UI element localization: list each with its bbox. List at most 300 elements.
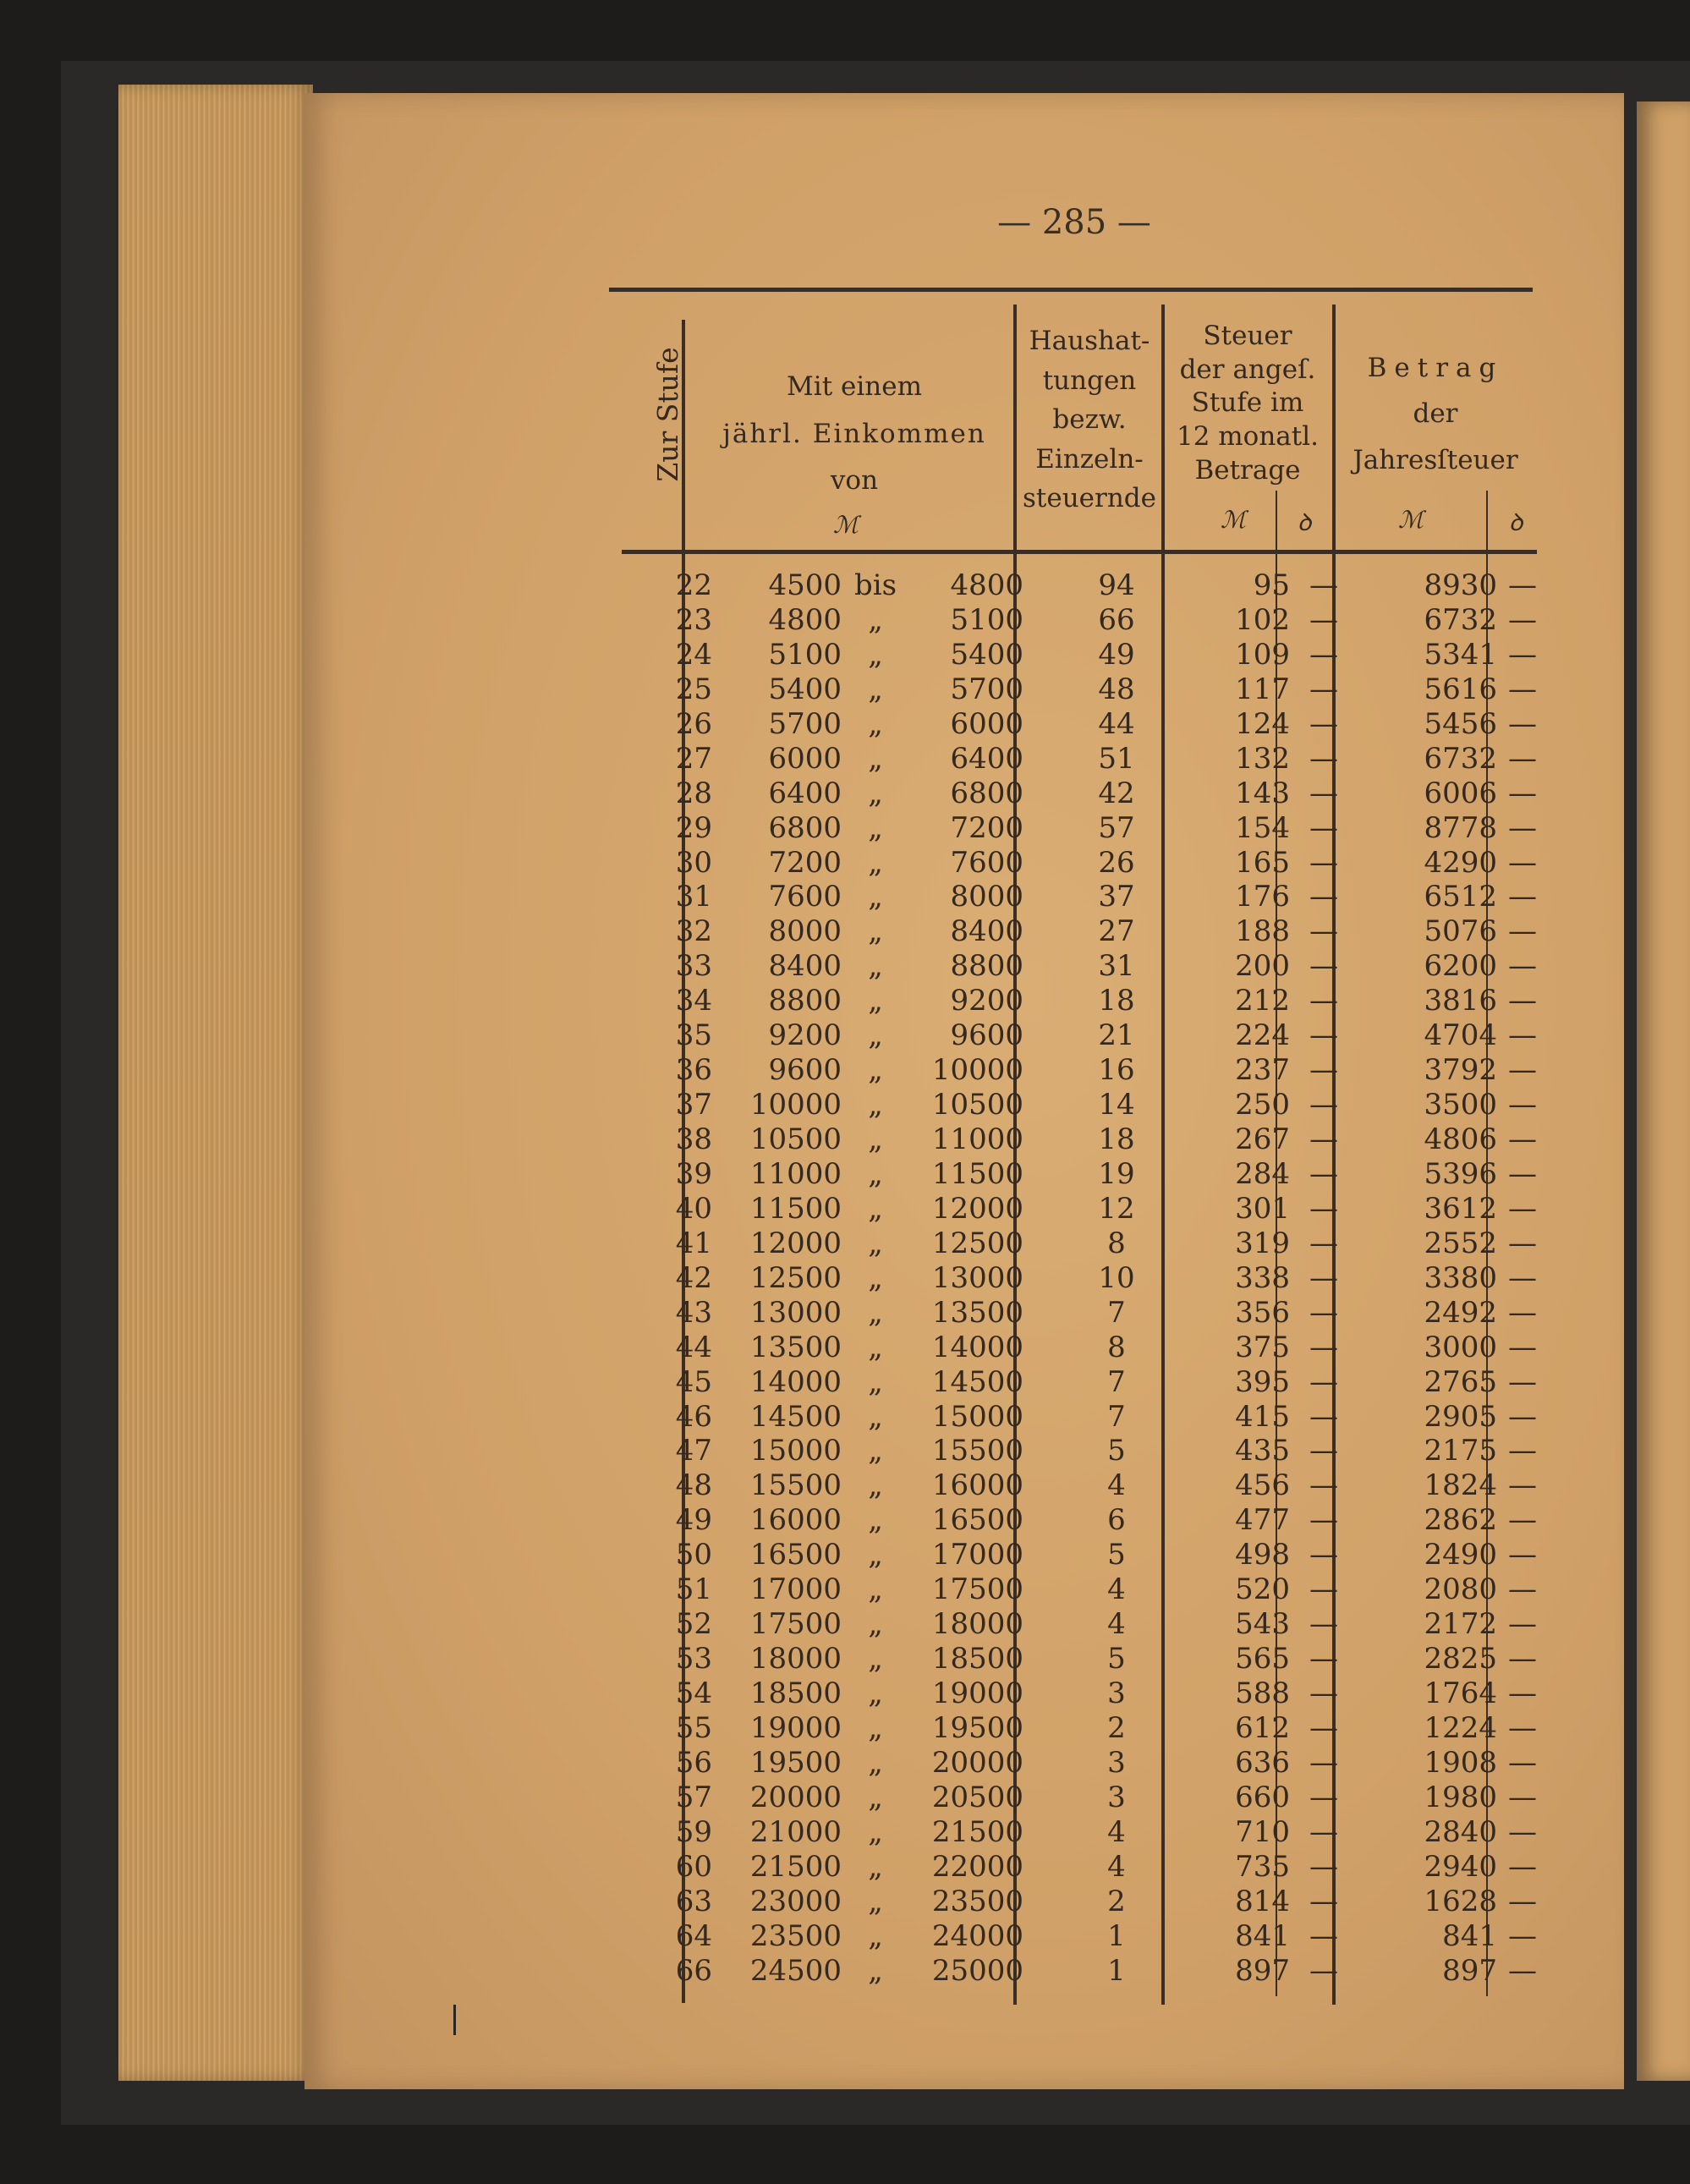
cell-households: 6 bbox=[1107, 1503, 1126, 1538]
cell-stufe: 63 bbox=[675, 1884, 712, 1918]
table-row bbox=[592, 1746, 1539, 1781]
cell-stufe: 40 bbox=[675, 1191, 712, 1226]
cell-income-to: 16000 bbox=[931, 1468, 1023, 1503]
cell-income-from: 7200 bbox=[768, 845, 842, 880]
cell-stufe: 38 bbox=[675, 1122, 712, 1156]
cell-annual-pfennig: — bbox=[1508, 1953, 1537, 1988]
cell-income-to: 5700 bbox=[950, 672, 1023, 706]
cell-income-from: 11500 bbox=[749, 1191, 842, 1226]
cell-annual-mark: 2905 bbox=[1424, 1399, 1497, 1434]
header-income-line: jährl. Einkommen bbox=[722, 418, 986, 449]
table-row bbox=[592, 1954, 1539, 1989]
cell-monthly-mark: 176 bbox=[1235, 880, 1290, 914]
cell-monthly-pfennig: — bbox=[1309, 706, 1338, 741]
cell-annual-pfennig: — bbox=[1508, 1191, 1537, 1226]
cell-range-separator: bis bbox=[853, 568, 897, 602]
cell-monthly-mark: 319 bbox=[1235, 1226, 1290, 1260]
cell-range-separator: „ bbox=[868, 1330, 883, 1364]
cell-households: 26 bbox=[1098, 845, 1135, 880]
cell-income-from: 14000 bbox=[749, 1364, 842, 1399]
cell-monthly-mark: 520 bbox=[1235, 1572, 1290, 1607]
cell-annual-mark: 2825 bbox=[1424, 1642, 1497, 1676]
table-row bbox=[592, 1296, 1539, 1331]
cell-annual-mark: 3500 bbox=[1424, 1088, 1497, 1122]
cell-income-to: 12500 bbox=[931, 1226, 1023, 1260]
cell-households: 7 bbox=[1107, 1399, 1126, 1434]
header-households-line: bezw. bbox=[1052, 404, 1127, 435]
cell-monthly-pfennig: — bbox=[1309, 845, 1338, 880]
cell-households: 66 bbox=[1098, 602, 1135, 637]
cell-range-separator: „ bbox=[868, 1814, 883, 1849]
cell-income-from: 13500 bbox=[749, 1330, 842, 1364]
cell-monthly-mark: 543 bbox=[1235, 1607, 1290, 1642]
cell-annual-pfennig: — bbox=[1508, 741, 1537, 776]
cell-households: 5 bbox=[1107, 1538, 1126, 1572]
header-monthly-tax bbox=[1167, 320, 1328, 487]
cell-stufe: 59 bbox=[675, 1814, 712, 1849]
cell-range-separator: „ bbox=[868, 1538, 883, 1572]
cell-income-to: 22000 bbox=[931, 1849, 1023, 1884]
cell-monthly-mark: 102 bbox=[1235, 602, 1290, 637]
table-row bbox=[592, 880, 1539, 914]
table-row bbox=[592, 1157, 1539, 1192]
cell-annual-pfennig: — bbox=[1508, 1226, 1537, 1260]
cell-households: 4 bbox=[1107, 1607, 1126, 1642]
cell-stufe: 24 bbox=[675, 637, 712, 672]
cell-income-to: 19000 bbox=[931, 1676, 1023, 1710]
cell-monthly-pfennig: — bbox=[1309, 1260, 1338, 1295]
cell-stufe: 54 bbox=[675, 1676, 712, 1710]
cell-income-from: 12000 bbox=[749, 1226, 842, 1260]
cell-range-separator: „ bbox=[868, 1884, 883, 1918]
cell-income-to: 6800 bbox=[950, 776, 1023, 810]
cell-monthly-mark: 224 bbox=[1235, 1018, 1290, 1053]
cell-monthly-pfennig: — bbox=[1309, 741, 1338, 776]
cell-annual-pfennig: — bbox=[1508, 949, 1537, 984]
cell-households: 3 bbox=[1107, 1780, 1126, 1814]
cell-annual-mark: 5341 bbox=[1424, 637, 1497, 672]
cell-income-from: 21500 bbox=[749, 1849, 842, 1884]
ink-mark bbox=[453, 2005, 456, 2035]
cell-households: 7 bbox=[1107, 1295, 1126, 1330]
cell-stufe: 57 bbox=[675, 1780, 712, 1814]
cell-annual-pfennig: — bbox=[1508, 602, 1537, 637]
cell-annual-pfennig: — bbox=[1508, 1468, 1537, 1503]
cell-income-to: 5400 bbox=[950, 637, 1023, 672]
cell-stufe: 30 bbox=[675, 845, 712, 880]
cell-income-to: 9200 bbox=[950, 984, 1023, 1018]
cell-annual-pfennig: — bbox=[1508, 1156, 1537, 1191]
cell-households: 94 bbox=[1098, 568, 1135, 602]
cell-range-separator: „ bbox=[868, 602, 883, 637]
header-annual-tax bbox=[1338, 345, 1533, 483]
cell-annual-pfennig: — bbox=[1508, 1918, 1537, 1953]
cell-income-from: 11000 bbox=[749, 1156, 842, 1191]
cell-income-from: 17000 bbox=[749, 1572, 842, 1607]
cell-households: 2 bbox=[1107, 1884, 1126, 1918]
cell-income-to: 10500 bbox=[931, 1088, 1023, 1122]
cell-monthly-mark: 612 bbox=[1235, 1710, 1290, 1745]
cell-households: 37 bbox=[1098, 880, 1135, 914]
cell-stufe: 25 bbox=[675, 672, 712, 706]
table-row bbox=[592, 1018, 1539, 1053]
cell-annual-pfennig: — bbox=[1508, 1122, 1537, 1156]
cell-income-to: 6000 bbox=[950, 706, 1023, 741]
next-page-edge bbox=[1637, 102, 1690, 2081]
cell-monthly-mark: 132 bbox=[1235, 741, 1290, 776]
cell-monthly-mark: 565 bbox=[1235, 1642, 1290, 1676]
cell-range-separator: „ bbox=[868, 1745, 883, 1780]
header-annual-tax-line: der bbox=[1413, 398, 1458, 430]
table-row bbox=[592, 776, 1539, 811]
cell-households: 18 bbox=[1098, 1122, 1135, 1156]
cell-annual-pfennig: — bbox=[1508, 1572, 1537, 1607]
cell-annual-mark: 2172 bbox=[1424, 1607, 1497, 1642]
cell-stufe: 45 bbox=[675, 1364, 712, 1399]
cell-income-from: 15000 bbox=[749, 1434, 842, 1468]
cell-monthly-pfennig: — bbox=[1309, 1884, 1338, 1918]
cell-monthly-pfennig: — bbox=[1309, 1018, 1338, 1053]
cell-range-separator: „ bbox=[868, 880, 883, 914]
cell-stufe: 23 bbox=[675, 602, 712, 637]
cell-income-from: 16500 bbox=[749, 1538, 842, 1572]
cell-monthly-mark: 109 bbox=[1235, 637, 1290, 672]
table-row bbox=[592, 672, 1539, 707]
cell-monthly-pfennig: — bbox=[1309, 1918, 1338, 1953]
cell-annual-pfennig: — bbox=[1508, 1088, 1537, 1122]
cell-income-from: 16000 bbox=[749, 1503, 842, 1538]
cell-income-to: 16500 bbox=[931, 1503, 1023, 1538]
cell-annual-mark: 5076 bbox=[1424, 914, 1497, 949]
cell-stufe: 60 bbox=[675, 1849, 712, 1884]
cell-monthly-mark: 660 bbox=[1235, 1780, 1290, 1814]
cell-annual-mark: 1980 bbox=[1424, 1780, 1497, 1814]
cell-monthly-mark: 267 bbox=[1235, 1122, 1290, 1156]
cell-stufe: 52 bbox=[675, 1607, 712, 1642]
cell-annual-pfennig: — bbox=[1508, 1538, 1537, 1572]
cell-annual-pfennig: — bbox=[1508, 1780, 1537, 1814]
table-row bbox=[592, 1885, 1539, 1919]
header-households-line: Haushat- bbox=[1029, 326, 1150, 356]
cell-range-separator: „ bbox=[868, 1191, 883, 1226]
cell-stufe: 64 bbox=[675, 1918, 712, 1953]
cell-monthly-pfennig: — bbox=[1309, 1953, 1338, 1988]
cell-monthly-pfennig: — bbox=[1309, 1814, 1338, 1849]
cell-income-from: 8000 bbox=[768, 914, 842, 949]
header-households bbox=[1022, 321, 1157, 519]
cell-stufe: 33 bbox=[675, 949, 712, 984]
cell-monthly-pfennig: — bbox=[1309, 1434, 1338, 1468]
cell-monthly-pfennig: — bbox=[1309, 568, 1338, 602]
cell-annual-pfennig: — bbox=[1508, 914, 1537, 949]
table-body bbox=[592, 568, 1539, 1988]
cell-monthly-pfennig: — bbox=[1309, 637, 1338, 672]
cell-annual-mark: 6200 bbox=[1424, 949, 1497, 984]
cell-range-separator: „ bbox=[868, 706, 883, 741]
table-row bbox=[592, 1365, 1539, 1400]
cell-range-separator: „ bbox=[868, 1918, 883, 1953]
header-monthly-tax-line: 12 monatl. bbox=[1176, 421, 1320, 453]
cell-households: 19 bbox=[1098, 1156, 1135, 1191]
header-income-unit: ℳ bbox=[833, 511, 859, 539]
cell-stufe: 41 bbox=[675, 1226, 712, 1260]
cell-annual-pfennig: — bbox=[1508, 1260, 1537, 1295]
cell-income-to: 24000 bbox=[931, 1918, 1023, 1953]
cell-income-to: 25000 bbox=[931, 1953, 1023, 1988]
cell-income-to: 4800 bbox=[950, 568, 1023, 602]
cell-annual-pfennig: — bbox=[1508, 1884, 1537, 1918]
cell-households: 10 bbox=[1098, 1260, 1135, 1295]
cell-stufe: 39 bbox=[675, 1156, 712, 1191]
cell-monthly-pfennig: — bbox=[1309, 1053, 1338, 1088]
table-row bbox=[592, 1192, 1539, 1226]
cell-income-to: 19500 bbox=[931, 1710, 1023, 1745]
cell-income-to: 15000 bbox=[931, 1399, 1023, 1434]
cell-monthly-mark: 636 bbox=[1235, 1745, 1290, 1780]
cell-annual-pfennig: — bbox=[1508, 637, 1537, 672]
cell-monthly-mark: 250 bbox=[1235, 1088, 1290, 1122]
cell-income-from: 6000 bbox=[768, 741, 842, 776]
table-row bbox=[592, 638, 1539, 672]
table-row bbox=[592, 1711, 1539, 1746]
cell-range-separator: „ bbox=[868, 1364, 883, 1399]
cell-income-to: 21500 bbox=[931, 1814, 1023, 1849]
cell-range-separator: „ bbox=[868, 1295, 883, 1330]
cell-income-from: 19500 bbox=[749, 1745, 842, 1780]
cell-range-separator: „ bbox=[868, 776, 883, 810]
cell-annual-mark: 5456 bbox=[1424, 706, 1497, 741]
cell-stufe: 29 bbox=[675, 810, 712, 845]
cell-income-to: 8000 bbox=[950, 880, 1023, 914]
cell-households: 49 bbox=[1098, 637, 1135, 672]
cell-households: 1 bbox=[1107, 1918, 1126, 1953]
cell-annual-mark: 5616 bbox=[1424, 672, 1497, 706]
cell-annual-pfennig: — bbox=[1508, 1399, 1537, 1434]
cell-range-separator: „ bbox=[868, 1018, 883, 1053]
cell-households: 1 bbox=[1107, 1953, 1126, 1988]
cell-households: 3 bbox=[1107, 1745, 1126, 1780]
cell-monthly-pfennig: — bbox=[1309, 1295, 1338, 1330]
cell-annual-mark: 8930 bbox=[1424, 568, 1497, 602]
cell-range-separator: „ bbox=[868, 1780, 883, 1814]
cell-range-separator: „ bbox=[868, 1434, 883, 1468]
header-annual-tax-line: Jahresſteuer bbox=[1353, 444, 1518, 475]
cell-monthly-mark: 165 bbox=[1235, 845, 1290, 880]
cell-monthly-pfennig: — bbox=[1309, 1572, 1338, 1607]
cell-households: 4 bbox=[1107, 1814, 1126, 1849]
cell-monthly-pfennig: — bbox=[1309, 984, 1338, 1018]
cell-monthly-mark: 498 bbox=[1235, 1538, 1290, 1572]
table-row bbox=[592, 914, 1539, 949]
cell-monthly-pfennig: — bbox=[1309, 1468, 1338, 1503]
cell-households: 18 bbox=[1098, 984, 1135, 1018]
cell-annual-pfennig: — bbox=[1508, 1503, 1537, 1538]
cell-income-to: 5100 bbox=[950, 602, 1023, 637]
cell-stufe: 22 bbox=[675, 568, 712, 602]
cell-monthly-mark: 212 bbox=[1235, 984, 1290, 1018]
cell-income-from: 10000 bbox=[749, 1088, 842, 1122]
cell-income-from: 6400 bbox=[768, 776, 842, 810]
cell-annual-pfennig: — bbox=[1508, 1053, 1537, 1088]
cell-income-from: 6800 bbox=[768, 810, 842, 845]
cell-annual-pfennig: — bbox=[1508, 1745, 1537, 1780]
cell-stufe: 34 bbox=[675, 984, 712, 1018]
table-row bbox=[592, 1815, 1539, 1850]
cell-annual-pfennig: — bbox=[1508, 1710, 1537, 1745]
cell-annual-mark: 3816 bbox=[1424, 984, 1497, 1018]
cell-monthly-pfennig: — bbox=[1309, 1122, 1338, 1156]
cell-monthly-pfennig: — bbox=[1309, 1849, 1338, 1884]
cell-stufe: 46 bbox=[675, 1399, 712, 1434]
cell-stufe: 55 bbox=[675, 1710, 712, 1745]
cell-annual-pfennig: — bbox=[1508, 706, 1537, 741]
table-row bbox=[592, 568, 1539, 603]
cell-range-separator: „ bbox=[868, 1260, 883, 1295]
cell-monthly-mark: 435 bbox=[1235, 1434, 1290, 1468]
table-row bbox=[592, 1468, 1539, 1503]
cell-monthly-mark: 356 bbox=[1235, 1295, 1290, 1330]
cell-annual-pfennig: — bbox=[1508, 1814, 1537, 1849]
cell-monthly-pfennig: — bbox=[1309, 1364, 1338, 1399]
cell-income-to: 6400 bbox=[950, 741, 1023, 776]
cell-income-to: 14000 bbox=[931, 1330, 1023, 1364]
cell-monthly-mark: 124 bbox=[1235, 706, 1290, 741]
cell-monthly-pfennig: — bbox=[1309, 810, 1338, 845]
cell-range-separator: „ bbox=[868, 1399, 883, 1434]
header-households-line: steuernde bbox=[1023, 483, 1156, 513]
cell-monthly-pfennig: — bbox=[1309, 1191, 1338, 1226]
table-row bbox=[592, 1226, 1539, 1261]
cell-income-from: 12500 bbox=[749, 1260, 842, 1295]
cell-stufe: 49 bbox=[675, 1503, 712, 1538]
cell-range-separator: „ bbox=[868, 1849, 883, 1884]
cell-income-to: 15500 bbox=[931, 1434, 1023, 1468]
table-top-rule bbox=[609, 288, 1533, 292]
cell-income-to: 13500 bbox=[931, 1295, 1023, 1330]
cell-monthly-mark: 200 bbox=[1235, 949, 1290, 984]
cell-annual-mark: 8778 bbox=[1424, 810, 1497, 845]
table-row bbox=[592, 1676, 1539, 1711]
cell-annual-pfennig: — bbox=[1508, 1330, 1537, 1364]
cell-monthly-pfennig: — bbox=[1309, 602, 1338, 637]
cell-monthly-pfennig: — bbox=[1309, 949, 1338, 984]
cell-income-to: 20500 bbox=[931, 1780, 1023, 1814]
cell-monthly-pfennig: — bbox=[1309, 1088, 1338, 1122]
cell-households: 12 bbox=[1098, 1191, 1135, 1226]
cell-monthly-mark: 154 bbox=[1235, 810, 1290, 845]
cell-monthly-mark: 814 bbox=[1235, 1884, 1290, 1918]
cell-annual-pfennig: — bbox=[1508, 672, 1537, 706]
cell-annual-mark: 897 bbox=[1442, 1953, 1497, 1988]
cell-range-separator: „ bbox=[868, 914, 883, 949]
cell-income-to: 7600 bbox=[950, 845, 1023, 880]
cell-income-to: 13000 bbox=[931, 1260, 1023, 1295]
cell-monthly-mark: 456 bbox=[1235, 1468, 1290, 1503]
cell-stufe: 43 bbox=[675, 1295, 712, 1330]
cell-annual-mark: 6732 bbox=[1424, 741, 1497, 776]
cell-households: 31 bbox=[1098, 949, 1135, 984]
cell-annual-pfennig: — bbox=[1508, 810, 1537, 845]
cell-stufe: 37 bbox=[675, 1088, 712, 1122]
cell-monthly-pfennig: — bbox=[1309, 1330, 1338, 1364]
header-income-line: Mit einem bbox=[787, 371, 922, 402]
cell-monthly-pfennig: — bbox=[1309, 1226, 1338, 1260]
cell-monthly-pfennig: — bbox=[1309, 1156, 1338, 1191]
cell-range-separator: „ bbox=[868, 1503, 883, 1538]
table-row bbox=[592, 1122, 1539, 1157]
cell-range-separator: „ bbox=[868, 1122, 883, 1156]
cell-range-separator: „ bbox=[868, 845, 883, 880]
cell-annual-pfennig: — bbox=[1508, 1676, 1537, 1710]
table-row bbox=[592, 949, 1539, 984]
table-row bbox=[592, 1331, 1539, 1365]
cell-range-separator: „ bbox=[868, 1607, 883, 1642]
cell-monthly-mark: 841 bbox=[1235, 1918, 1290, 1953]
cell-income-from: 21000 bbox=[749, 1814, 842, 1849]
cell-income-to: 9600 bbox=[950, 1018, 1023, 1053]
table-row bbox=[592, 1400, 1539, 1435]
cell-annual-mark: 6006 bbox=[1424, 776, 1497, 810]
cell-households: 21 bbox=[1098, 1018, 1135, 1053]
header-monthly-tax-line: Betrage bbox=[1194, 454, 1301, 486]
cell-monthly-mark: 897 bbox=[1235, 1953, 1290, 1988]
cell-annual-pfennig: — bbox=[1508, 1018, 1537, 1053]
header-annual-pf-unit: ꝺ bbox=[1508, 508, 1523, 536]
cell-annual-pfennig: — bbox=[1508, 1642, 1537, 1676]
cell-income-from: 18500 bbox=[749, 1676, 842, 1710]
cell-income-to: 11500 bbox=[931, 1156, 1023, 1191]
cell-income-from: 5100 bbox=[768, 637, 842, 672]
cell-income-to: 20000 bbox=[931, 1745, 1023, 1780]
cell-income-from: 9200 bbox=[768, 1018, 842, 1053]
table-row bbox=[592, 1434, 1539, 1468]
cell-households: 2 bbox=[1107, 1710, 1126, 1745]
cell-stufe: 48 bbox=[675, 1468, 712, 1503]
cell-households: 42 bbox=[1098, 776, 1135, 810]
cell-stufe: 28 bbox=[675, 776, 712, 810]
table-row bbox=[592, 707, 1539, 742]
cell-annual-mark: 1628 bbox=[1424, 1884, 1497, 1918]
cell-range-separator: „ bbox=[868, 1642, 883, 1676]
cell-stufe: 53 bbox=[675, 1642, 712, 1676]
cell-annual-mark: 2490 bbox=[1424, 1538, 1497, 1572]
cell-households: 8 bbox=[1107, 1330, 1126, 1364]
cell-income-from: 23500 bbox=[749, 1918, 842, 1953]
cell-stufe: 56 bbox=[675, 1745, 712, 1780]
cell-income-from: 18000 bbox=[749, 1642, 842, 1676]
cell-income-to: 18500 bbox=[931, 1642, 1023, 1676]
table-row bbox=[592, 1781, 1539, 1815]
cell-income-from: 8400 bbox=[768, 949, 842, 984]
cell-monthly-mark: 395 bbox=[1235, 1364, 1290, 1399]
table-row bbox=[592, 742, 1539, 776]
cell-income-from: 17500 bbox=[749, 1607, 842, 1642]
table-row bbox=[592, 1261, 1539, 1296]
cell-households: 4 bbox=[1107, 1572, 1126, 1607]
table-row bbox=[592, 1538, 1539, 1572]
cell-annual-mark: 4290 bbox=[1424, 845, 1497, 880]
cell-range-separator: „ bbox=[868, 1226, 883, 1260]
cell-income-to: 18000 bbox=[931, 1607, 1023, 1642]
cell-annual-pfennig: — bbox=[1508, 776, 1537, 810]
cell-monthly-mark: 735 bbox=[1235, 1849, 1290, 1884]
cell-range-separator: „ bbox=[868, 1156, 883, 1191]
cell-annual-mark: 5396 bbox=[1424, 1156, 1497, 1191]
cell-monthly-mark: 188 bbox=[1235, 914, 1290, 949]
cell-annual-pfennig: — bbox=[1508, 984, 1537, 1018]
cell-annual-pfennig: — bbox=[1508, 845, 1537, 880]
cell-households: 4 bbox=[1107, 1849, 1126, 1884]
